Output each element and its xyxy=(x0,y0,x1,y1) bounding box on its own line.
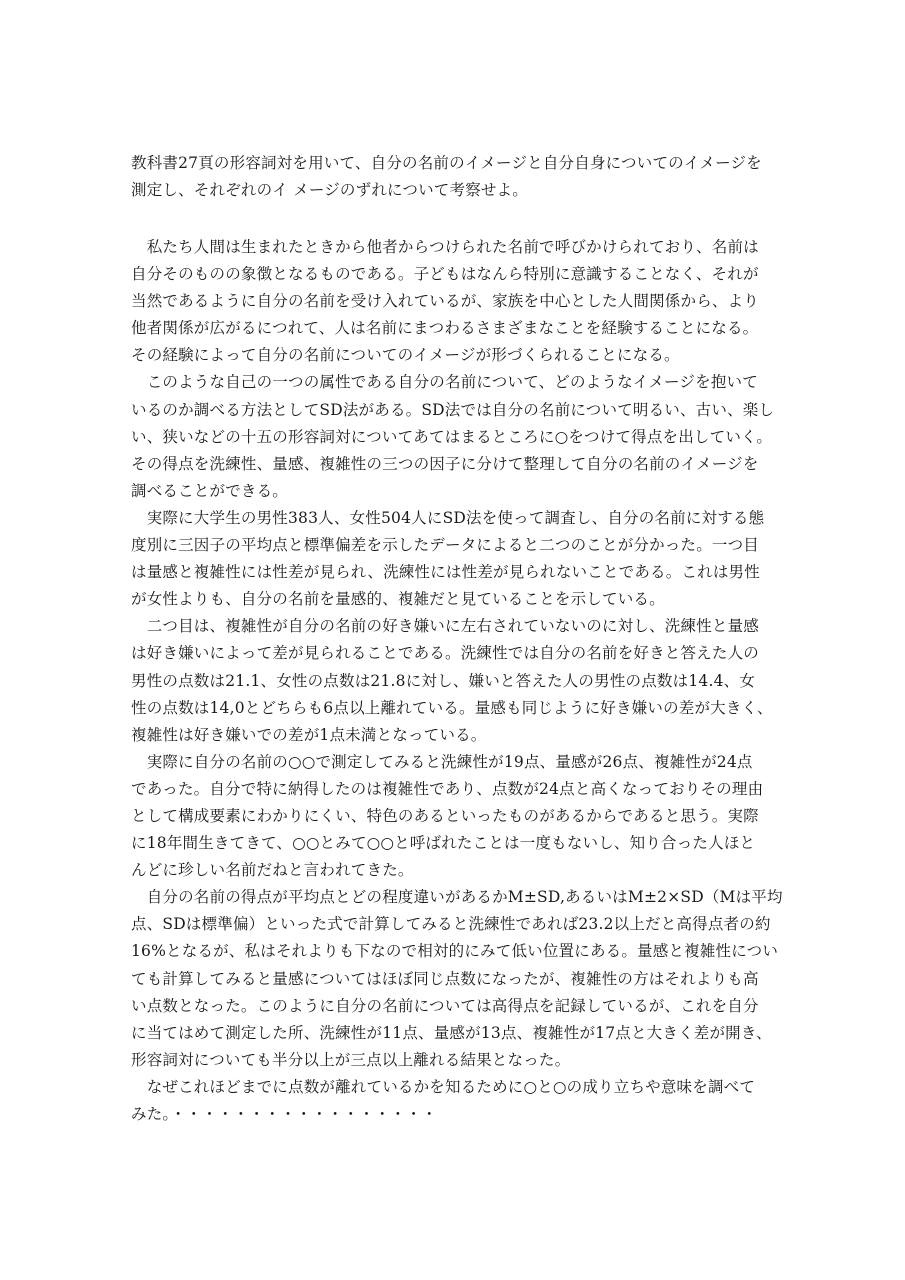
essay-line: 度別に三因子の平均点と標準偏差を示したデータによると二つのことが分かった。一つ目 xyxy=(131,536,760,555)
assignment-prompt xyxy=(131,150,781,204)
essay-line: が女性よりも、自分の名前を量感的、複雑だと見ていることを示している。 xyxy=(131,590,665,609)
essay-line: い点数となった。このように自分の名前については高得点を記録しているが、これを自分 xyxy=(131,996,759,1015)
essay-line: に18年間生きてきて、○○とみて○○と呼ばれたことは一度もないし、知り合った人ほと xyxy=(131,834,756,853)
essay-line: 形容詞対についても半分以上が三点以上離れる結果となった。 xyxy=(131,1050,571,1069)
essay-line: 性の点数は14,0とどちらも6点以上離れている。量感も同じように好き嫌いの差が大きく、 xyxy=(131,698,773,717)
essay-line: は量感と複雑性には性差が見られ、洗練性には性差が見られないことである。これは男性 xyxy=(131,563,760,582)
essay-body xyxy=(131,234,781,1128)
essay-line: いるのか調べる方法としてSD法がある。SD法では自分の名前について明るい、古い、楽し xyxy=(131,400,775,419)
essay-line: ても計算してみると量感についてはほぼ同じ点数になったが、複雑性の方はそれよりも高 xyxy=(131,969,759,988)
essay-line: 自分の名前の得点が平均点とどの程度違いがあるかM±SD,あるいはM±2×SD（Mは平均 xyxy=(131,888,783,907)
essay-line: んどに珍しい名前だねと言われてきた。 xyxy=(131,861,414,880)
essay-line: 実際に自分の名前の○○で測定してみると洗練性が19点、量感が26点、複雑性が24点 xyxy=(131,752,753,771)
essay-line: い、狭いなどの十五の形容詞対についてあてはまるところに○をつけて得点を出していく。 xyxy=(131,427,773,446)
essay-line: 点、SDは標準偏）といった式で計算してみると洗練性であれば23.2以上だと高得点者の約 xyxy=(131,915,771,934)
essay-line: なぜこれほどまでに点数が離れているかを知るために○と○の成り立ちや意味を調べて xyxy=(131,1077,756,1096)
essay-line: その得点を洗練性、量感、複雑性の三つの因子に分けて整理して自分の名前のイメージを xyxy=(131,454,759,473)
essay-line: みた。・・・・・・・・・・・・・・・・・ xyxy=(131,1105,438,1123)
essay-line: は好き嫌いによって差が見られることである。洗練性では自分の名前を好きと答えた人の xyxy=(131,644,760,663)
prompt-line: 教科書27頁の形容詞対を用いて、自分の名前のイメージと自分自身についてのイメージを xyxy=(131,154,762,172)
prompt-line: 測定し、それぞれのイ メージのずれについて考察せよ。 xyxy=(131,181,529,200)
essay-line: その経験によって自分の名前についてのイメージが形づくられることになる。 xyxy=(131,346,680,365)
essay-line: 男性の点数は21.1、女性の点数は21.8に対し、嫌いと答えた人の男性の点数は14.4、女 xyxy=(131,671,756,690)
essay-line: 複雑性は好き嫌いでの差が1点未満となっている。 xyxy=(131,725,487,744)
essay-line: であった。自分で特に納得したのは複雑性であり、点数が24点と高くなっておりその理由 xyxy=(131,779,764,798)
essay-line: 調べることができる。 xyxy=(131,481,289,500)
essay-line: 自分そのものの象徴となるものである。子どもはなんら特別に意識することなく、それが xyxy=(131,265,759,284)
essay-line: に当てはめて測定した所、洗練性が11点、量感が13点、複雑性が17点と大きく差が開き、 xyxy=(131,1023,772,1042)
essay-line: 当然であるように自分の名前を受け入れているが、家族を中心とした人間関係から、より xyxy=(131,292,760,311)
essay-line: 他者関係が広がるにつれて、人は名前にまつわるさまざまなことを経験することになる。 xyxy=(131,319,759,338)
essay-line: として構成要素にわかりにくい、特色のあるといったものがあるからであると思う。実際 xyxy=(131,806,759,825)
essay-line: 実際に大学生の男性383人、女性504人にSD法を使って調査し、自分の名前に対する態 xyxy=(131,508,765,527)
essay-line: 私たち人間は生まれたときから他者からつけられた名前で呼びかけられており、名前は xyxy=(131,238,759,256)
essay-line: このような自己の一つの属性である自分の名前について、どのようなイメージを抱いて xyxy=(131,373,758,392)
essay-line: 16%となるが、私はそれよりも下なので相対的にみて低い位置にある。量感と複雑性につい xyxy=(131,942,779,961)
essay-line: 二つ目は、複雑性が自分の名前の好き嫌いに左右されていないのに対し、洗練性と量感 xyxy=(131,617,760,636)
